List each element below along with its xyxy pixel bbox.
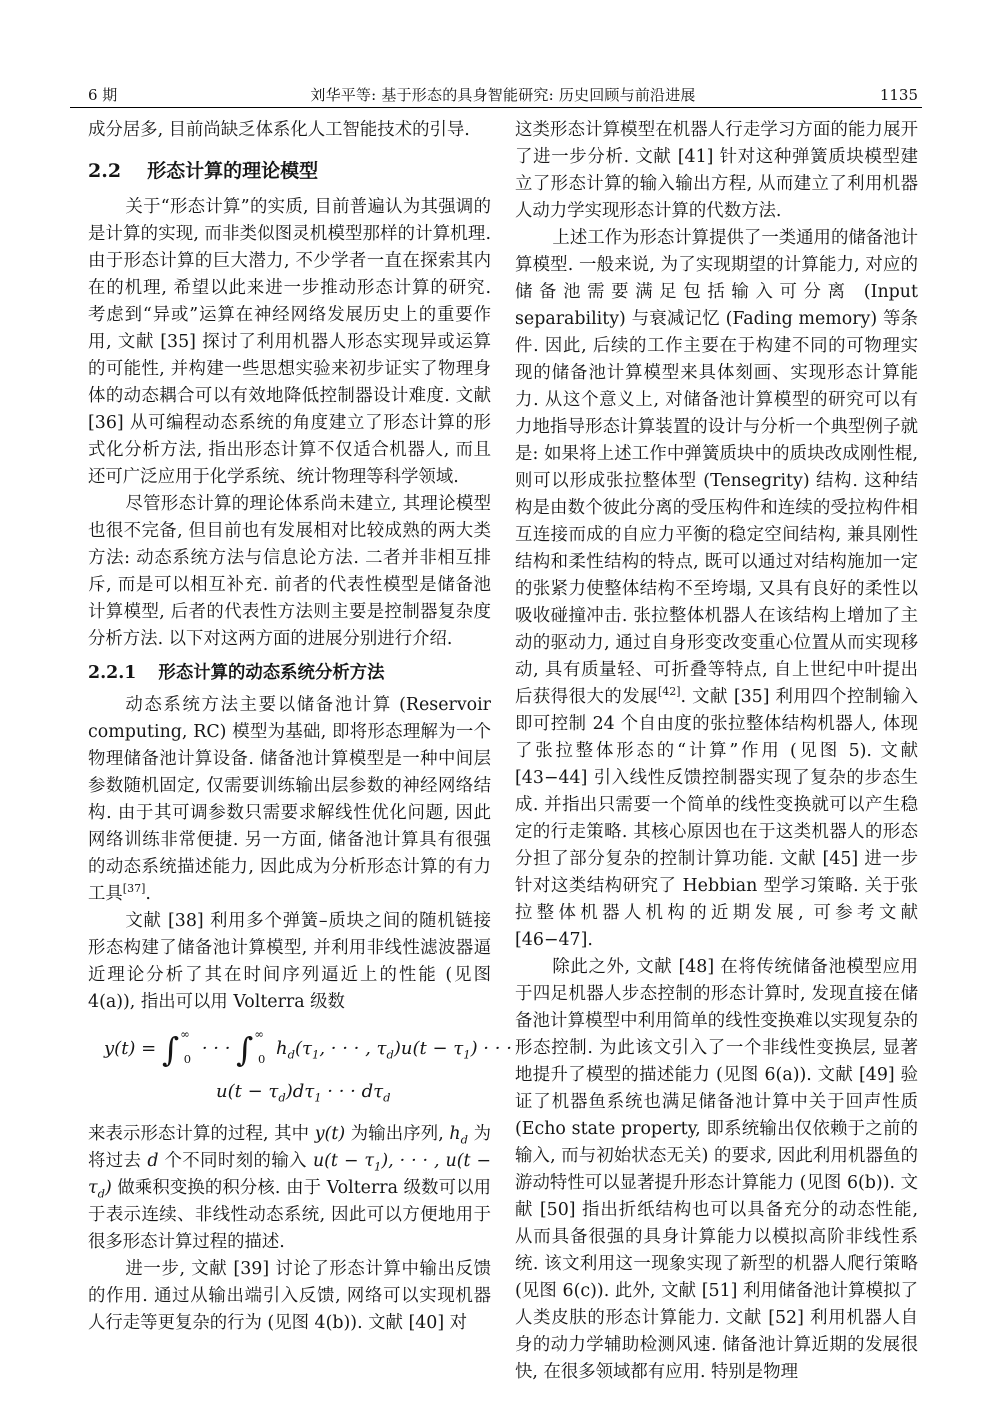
- math-subscript: d: [460, 1132, 468, 1147]
- math-run: u(t − τ: [312, 1151, 375, 1171]
- text-run: 动态系统方法主要以储备池计算 (Reservoir computing, RC) 模型为基础, 即将形态理解为一个物理储备池计算设备. 储备池计算模型是一种中间层参数随机固定, 仅需要训练输出层参数的神经网络结构. 由于其可调参数只需要求解线性优化问题, 因此网络训练非常便捷. 另一方面, 储备池计算具有很强的动态系统描述能力, 因此成为分析形态计算的有力工具: [88, 695, 491, 904]
- math-run: )u(t − τ: [393, 1038, 464, 1059]
- integral-sign: ∫: [236, 1030, 254, 1069]
- paragraph: 尽管形态计算的理论体系尚未建立, 其理论模型也很不完备, 但目前也有发展相对比较成熟的两大类方法: 动态系统方法与信息论方法. 二者并非相互排斥, 而是可以相互补充. 前者的代表性模型是储备池计算模型, 后者的代表性方法则主要是控制器复杂度分析方法. 以下对这两方面的进展分别进行介绍.: [88, 494, 491, 649]
- equation: [88, 1027, 512, 1113]
- citation-superscript: [42]: [657, 685, 681, 699]
- equation-line-1: [88, 1027, 512, 1071]
- math-run: ): [105, 1178, 112, 1198]
- integral-upper-limit: ∞: [180, 1027, 190, 1041]
- subsection-title: 形态计算的动态系统分析方法: [158, 663, 385, 683]
- text-run: . 文献 [35] 利用四个控制输入即可控制 24 个自由度的张拉整体结构机器人, 体现了张拉整体形态的“计算”作用 (见图 5). 文献 [43−44] 引入线性反馈控制器实现了复杂的步态生成. 并指出只需要一个简单的线性变换就可以产生稳定的行走策略. 其核心原因也在于这类机器人的形态分担了部分复杂的控制计算功能. 文献 [45] 进一步针对这类结构研究了 Hebbian 型学习策略. 关于张拉整体机器人机构的近期发展, 可参考文献 [46−47].: [515, 687, 918, 950]
- paragraph: 除此之外, 文献 [48] 在将传统储备池模型应用于四足机器人步态控制的形态计算时, 发现直接在储备池计算模型中利用简单的线性变换难以实现复杂的形态控制. 为此该文引入了一个非线性变换层, 显著地提升了模型的描述能力 (见图 6(a)). 文献 [49] 验证了机器鱼系统也满足储备池计算中关于回声性质 (Echo state property, 即系统输出仅依赖于之前的输入, 而与初始状态无关) 的要求, 因此利用机器鱼的游动特性可以显著提升形态计算能力 (见图 6(b)). 文献 [50] 指出折纸结构也可以具备充分的动态性能, 从而具备很强的具身计算能力以模拟高阶非线性系统. 该文利用这一现象实现了新型的机器人爬行策略 (见图 6(c)). 此外, 文献 [51] 利用储备池计算模拟了人类皮肤的形态计算能力. 文献 [52] 利用机器人自身的动力学辅助检测风速. 储备池计算近期的发展很快, 在很多领域都有应用. 特别是物理: [515, 957, 918, 1382]
- text-run: 上述工作为形态计算提供了一类通用的储备池计算模型. 一般来说, 为了实现期望的计算能力, 对应的储备池需要满足包括输入可分离 (Input separability) 与衰减记忆 (Fading memory) 等条件. 因此, 后续的工作主要在于构建不同的可物理实现的储备池计算模型来具体刻画、实现形态计算能力. 从这个意义上, 对储备池计算模型的研究可以有力地指导形态计算装置的设计与分析一个典型例子就是: 如果将上述工作中弹簧质块中的质块改成刚性棍, 则可以形成张拉整体型 (Tensegrity) 结构. 这种结构是由数个彼此分离的受压构件和连续的受拉构件相互连接而成的自应力平衡的稳定空间结构, 兼具刚性结构和柔性结构的特点, 既可以通过对结构施加一定的张紧力使整体结构不至垮塌, 又具有良好的柔性以吸收碰撞冲击. 张拉整体机器人在该结构上增加了主动的驱动力, 通过自身形变改变重心位置从而实现移动, 具有质量轻、可折叠等特点, 自上世纪中叶提出后获得很大的发展: [515, 228, 918, 707]
- citation-superscript: [37]: [122, 882, 146, 896]
- math-run: y(t) =: [104, 1038, 162, 1059]
- math-run: d: [147, 1151, 159, 1171]
- paragraph-continuation: 这类形态计算模型在机器人行走学习方面的能力展开了进一步分析. 文献 [41] 针对这种弹簧质块模型建立了形态计算的输入输出方程, 从而建立了利用机器人动力学实现形态计算的代数方法.: [515, 120, 918, 221]
- math-run: )dτ: [285, 1081, 315, 1102]
- integral-upper-limit: ∞: [254, 1027, 264, 1041]
- text-run: 为将过去: [88, 1124, 491, 1171]
- equation-line-2: [88, 1071, 491, 1113]
- text-run: 做乘积变换的积分核. 由于 Volterra 级数可以用于表示连续、非线性动态系统, 因此可以方便地用于很多形态计算过程的描述.: [88, 1178, 491, 1252]
- math-run: u(t − τ: [216, 1081, 279, 1102]
- journal-issue: 6 期: [88, 86, 118, 104]
- math-subscript: 1: [463, 1047, 471, 1062]
- math-run: h: [449, 1124, 461, 1144]
- math-run: ), · · · , u(t − τ: [88, 1151, 492, 1198]
- math-subscript: 1: [311, 1047, 320, 1062]
- section-title: 形态计算的理论模型: [147, 160, 319, 182]
- section-heading: [88, 158, 491, 184]
- subsection-heading: [88, 660, 491, 687]
- math-run: · · · dτ: [321, 1081, 384, 1102]
- math-subscript: 1: [314, 1090, 322, 1105]
- page-number: 1135: [879, 86, 918, 104]
- integral-sign: ∫: [161, 1030, 180, 1069]
- running-title: 刘华平等: 基于形态的具身智能研究: 历史回顾与前沿进展: [310, 86, 696, 104]
- text-run: 来表示形态计算的过程, 其中: [88, 1124, 315, 1144]
- paragraph: 文献 [38] 利用多个弹簧–质块之间的随机链接形态构建了储备池计算模型, 并利用非线性滤波器逼近理论分析了其在时间序列逼近上的性能 (见图 4(a)), 指出可以用 Volterra 级数: [88, 911, 491, 1012]
- text-run: 为输出序列,: [345, 1124, 450, 1144]
- math-run: ) · · ·: [470, 1038, 512, 1059]
- math-run: (τ: [295, 1038, 312, 1059]
- math-subscript: d: [287, 1047, 295, 1062]
- paragraph: 进一步, 文献 [39] 讨论了形态计算中输出反馈的作用. 通过从输出端引入反馈, 网络可以实现机器人行走等更复杂的行为 (见图 4(b)). 文献 [40] 对: [88, 1259, 491, 1333]
- paragraph: [515, 225, 918, 954]
- math-run: h: [270, 1038, 288, 1059]
- paragraph-continuation: 成分居多, 目前尚缺乏体系化人工智能技术的引导.: [88, 120, 470, 140]
- math-subscript: 1: [374, 1159, 382, 1174]
- article-body: [88, 117, 918, 1386]
- math-subscript: d: [383, 1090, 391, 1105]
- math-subscript: d: [278, 1090, 286, 1105]
- header-rule: [70, 107, 922, 108]
- math-run: · · ·: [196, 1038, 237, 1059]
- math-run: y(t): [314, 1124, 346, 1144]
- paragraph: [88, 1121, 491, 1256]
- math-subscript: d: [386, 1047, 394, 1062]
- integral-lower-limit: 0: [183, 1052, 192, 1066]
- text-run: .: [145, 884, 151, 904]
- text-run: 个不同时刻的输入: [158, 1151, 313, 1171]
- math-subscript: d: [97, 1186, 105, 1201]
- subsection-number: 2.2.1: [88, 663, 137, 683]
- right-column: [515, 117, 918, 1386]
- left-column: [88, 117, 512, 1386]
- integral-lower-limit: 0: [257, 1052, 266, 1066]
- paragraph: [88, 692, 491, 908]
- section-number: 2.2: [88, 160, 122, 182]
- paragraph: 关于“形态计算”的实质, 目前普遍认为其强调的是计算的实现, 而非类似图灵机模型那样的计算机理. 由于形态计算的巨大潜力, 不少学者一直在探索其内在的机理, 希望以此来进一步推动形态计算的研究. 考虑到“异或”运算在神经网络发展历史上的重要作用, 文献 [35] 探讨了利用机器人形态实现异或运算的可能性, 并构建一些思想实验来初步证实了物理身体的动态耦合可以有效地降低控制器设计难度. 文献 [36] 从可编程动态系统的角度建立了形态计算的形式化分析方法, 指出形态计算不仅适合机器人, 而且还可广泛应用于化学系统、统计物理等科学领域.: [88, 197, 491, 487]
- page-header: [88, 84, 918, 105]
- math-run: , · · · , τ: [319, 1038, 387, 1059]
